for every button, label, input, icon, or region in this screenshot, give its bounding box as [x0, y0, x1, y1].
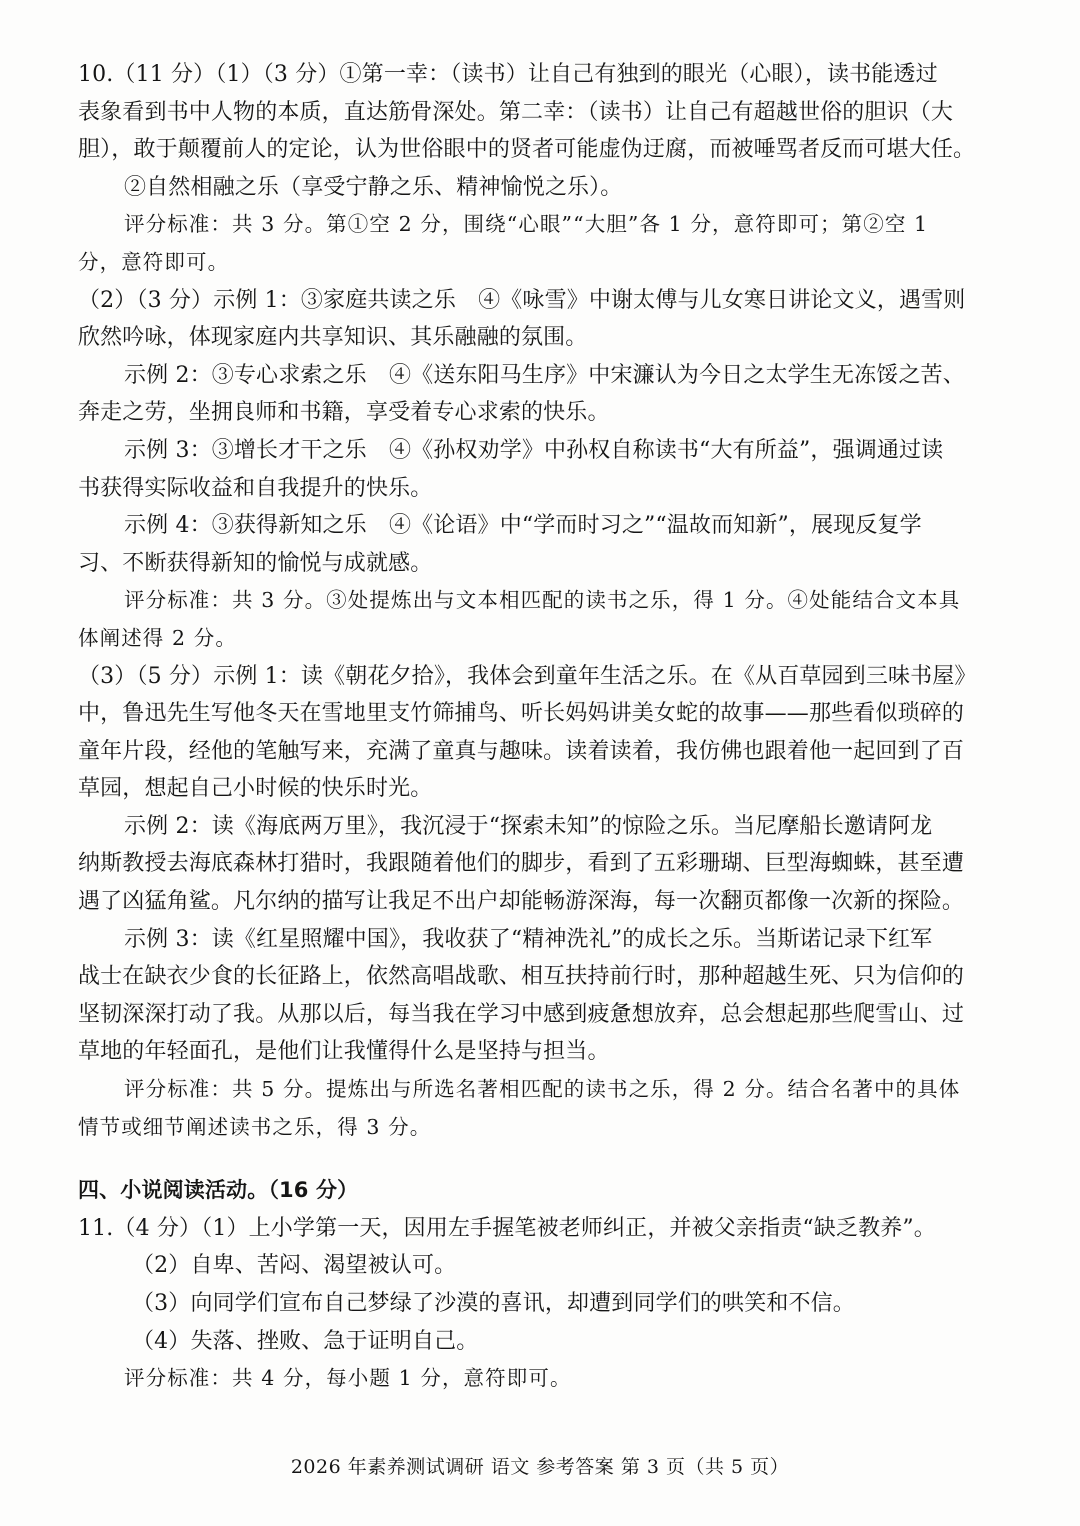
q10-3-example2-line-2: 纳斯教授去海底森林打猎时，我跟随着他们的脚步，看到了五彩珊瑚、巨型海蜘蛛，甚至遭 — [78, 851, 965, 877]
page-footer: 2026 年素养测试调研 语文 参考答案 第 3 页（共 5 页） — [290, 1456, 790, 1478]
q10-3-line-4: 草园，想起自己小时候的快乐时光。 — [78, 776, 433, 802]
q10-3-example3-line-1: 示例 3：读《红星照耀中国》，我收获了“精神洗礼”的成长之乐。当斯诺记录下红军 — [124, 926, 933, 952]
q11-line-4: （4）失落、挫败、急于证明自己。 — [132, 1328, 479, 1354]
q10-3-example2-line-3: 遇了凶猛角鲨。凡尔纳的描写让我足不出户却能畅游深海，每一次翻页都像一次新的探险。 — [78, 889, 965, 915]
q10-line-1: 10.（11 分）（1）（3 分）①第一幸：（读书）让自己有独到的眼光（心眼），读书能透过 — [78, 62, 938, 87]
q10-3-scoring-line-1: 评分标准：共 5 分。提炼出与所选名著相匹配的读书之乐，得 2 分。结合名著中的具体 — [124, 1077, 961, 1102]
q11-line-2: （2）自卑、苦闷、渴望被认可。 — [132, 1253, 457, 1279]
q10-line-4: ②自然相融之乐（享受宁静之乐、精神愉悦之乐）。 — [124, 174, 623, 200]
q10-2-example2-line-1: 示例 2：③专心求索之乐 ④《送东阳马生序》中宋濂认为今日之太学生无冻馁之苦、 — [124, 362, 965, 388]
q11-line-3: （3）向同学们宣布自己梦绿了沙漠的喜讯，却遭到同学们的哄笑和不信。 — [132, 1291, 855, 1316]
q10-2-example3-line-2: 书获得实际收益和自我提升的快乐。 — [78, 475, 433, 501]
q10-scoring-line-2: 分，意符即可。 — [78, 249, 230, 274]
q10-2-example4-line-2: 习、不断获得新知的愉悦与成就感。 — [78, 550, 433, 576]
q10-scoring-line-1: 评分标准：共 3 分。第①空 2 分，围绕“心眼”“大胆”各 1 分，意符即可；第②空 1 — [124, 212, 929, 237]
q10-3-line-3: 童年片段，经他的笔触写来，充满了童真与趣味。读着读着，我仿佛也跟着他一起回到了百 — [78, 738, 965, 764]
q10-3-line-1: （3）（5 分）示例 1：读《朝花夕拾》，我体会到童年生活之乐。在《从百草园到三味书屋》 — [78, 663, 977, 689]
q10-line-2: 表象看到书中人物的本质，直达筋骨深处。第二幸：（读书）让自己有超越世俗的胆识（大 — [78, 99, 954, 125]
q10-line-3: 胆），敢于颠覆前人的定论，认为世俗眼中的贤者可能虚伪迂腐，而被唾骂者反而可堪大任。 — [78, 137, 976, 163]
q10-3-line-2: 中，鲁迅先生写他冬天在雪地里支竹筛捕鸟、听长妈妈讲美女蛇的故事——那些看似琐碎的 — [78, 701, 965, 727]
page-body — [78, 56, 1008, 1398]
q10-2-example4-line-1: 示例 4：③获得新知之乐 ④《论语》中“学而时习之”“温故而知新”，展现反复学 — [124, 513, 922, 539]
q10-3-example3-line-2: 战士在缺衣少食的长征路上，依然高唱战歌、相互扶持前行时，那种超越生死、只为信仰的 — [78, 964, 965, 990]
q11-line-1: 11.（4 分）（1）上小学第一天，因用左手握笔被老师纠正，并被父亲指责“缺乏教养”。 — [78, 1215, 936, 1241]
q10-2-line-2: 欣然吟咏，体现家庭内共享知识、其乐融融的氛围。 — [78, 325, 588, 351]
q10-3-example2-line-1: 示例 2：读《海底两万里》，我沉浸于“探索未知”的惊险之乐。当尼摩船长邀请阿龙 — [124, 813, 933, 839]
q10-3-example3-line-4: 草地的年轻面孔，是他们让我懂得什么是坚持与担当。 — [78, 1039, 610, 1065]
q10-3-scoring-line-2: 情节或细节阐述读书之乐，得 3 分。 — [78, 1114, 432, 1139]
q10-2-line-1: （2）（3 分）示例 1：③家庭共读之乐 ④《咏雪》中谢太傅与儿女寒日讲论文义，遇雪则 — [78, 287, 966, 313]
section4-heading: 四、小说阅读活动。（16 分） — [78, 1178, 359, 1203]
q10-2-example2-line-2: 奔走之劳，坐拥良师和书籍，享受着专心求索的快乐。 — [78, 400, 610, 426]
q11-scoring-line: 评分标准：共 4 分，每小题 1 分，意符即可。 — [124, 1366, 572, 1391]
q10-2-scoring-line-2: 体阐述得 2 分。 — [78, 625, 237, 650]
q10-2-example3-line-1: 示例 3：③增长才干之乐 ④《孙权劝学》中孙权自称读书“大有所益”，强调通过读 — [124, 437, 944, 463]
q10-2-scoring-line-1: 评分标准：共 3 分。③处提炼出与文本相匹配的读书之乐，得 1 分。④处能结合文本具 — [124, 588, 961, 613]
q10-3-example3-line-3: 坚韧深深打动了我。从那以后，每当我在学习中感到疲惫想放弃，总会想起那些爬雪山、过 — [78, 1001, 965, 1027]
